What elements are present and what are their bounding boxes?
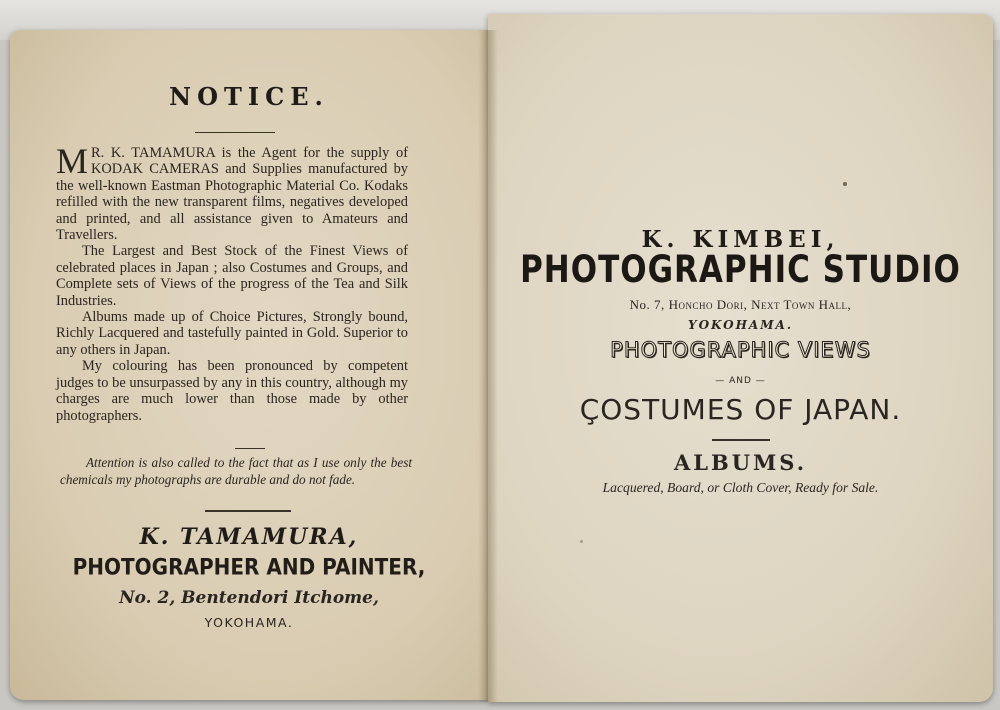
paper-spot (843, 182, 847, 186)
notice-paragraph-1: R. K. TAMAMURA is the Agent for the supply of KODAK CAMERAS and Supplies manufactured by the well-known Eastman Photographic Material Co. Kodaks refilled with the new transparent films, negatives developed and printed, and all assistance given to Amateurs and Travellers. (56, 145, 408, 244)
address-number: No. 7, (629, 297, 665, 312)
short-rule (235, 448, 265, 449)
studio-heading: PHOTOGRAPHIC STUDIO (520, 248, 961, 292)
paper-spot (580, 540, 583, 543)
notice-paragraph-2: The Largest and Best Stock of the Finest Views of celebrated places in Japan ; also Costumes and Groups, and Complete sets of Views of the progress of the Tea and Silk Industries. (56, 243, 408, 309)
studio-address (488, 297, 993, 313)
notice-title: NOTICE. (169, 82, 329, 111)
albums-rule (712, 439, 770, 441)
tamamura-role: PHOTOGRAPHER AND PAINTER, (72, 553, 426, 581)
attention-note: Attention is also called to the fact that as I use only the best chemicals my photographs are durable and do not fade. (60, 455, 412, 487)
albums-description: Lacquered, Board, or Cloth Cover, Ready for Sale. (602, 480, 879, 495)
title-rule (195, 132, 275, 133)
tamamura-city: YOKOHAMA. (204, 615, 294, 630)
photographic-views: PHOTOGRAPHIC VIEWS (610, 338, 871, 362)
costumes-heading: ÇOSTUMES OF JAPAN. (579, 393, 902, 426)
kimbei-name: K. KIMBEI, (641, 226, 840, 253)
notice-paragraph-3: Albums made up of Choice Pictures, Strongly bound, Richly Lacquered and tastefully painted in Gold. Superior to any others in Japan. (56, 309, 408, 358)
signature-rule (205, 510, 291, 512)
address-street: Honcho Dori, Next Town Hall, (668, 297, 852, 312)
tamamura-address: No. 2, Bentendori Itchome, (119, 588, 379, 608)
and-divider: — AND — (715, 376, 766, 386)
dropcap: M (56, 141, 89, 181)
notice-paragraph-4: My colouring has been pronounced by competent judges to be unsurpassed by any in this country, although my charges are much lower than those made by other photographers. (56, 358, 408, 424)
notice-body (56, 141, 408, 424)
tamamura-name: K. TAMAMURA, (139, 524, 359, 550)
studio-city: YOKOHAMA. (688, 318, 793, 332)
albums-heading: ALBUMS. (673, 450, 808, 475)
